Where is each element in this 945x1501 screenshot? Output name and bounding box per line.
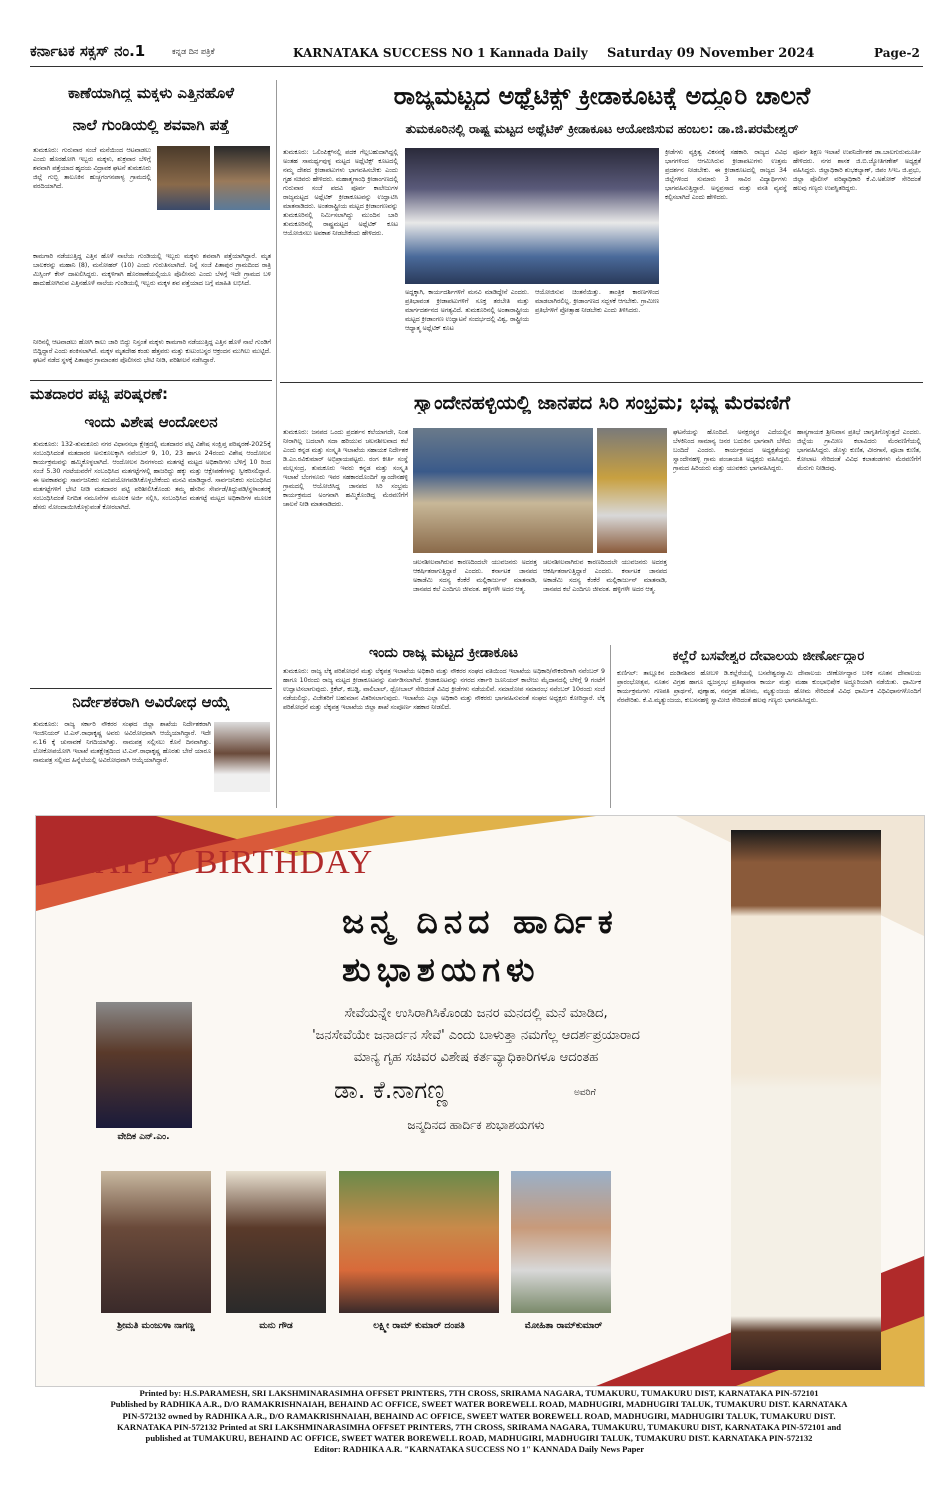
masthead: [30, 38, 923, 67]
headline-missing-2: ನಾಲೆ ಗುಂಡಿಯಲ್ಲಿ ಶವವಾಗಿ ಪತ್ತೆ: [72, 116, 230, 134]
story-missing-body-2: ನೀರಿನಲ್ಲಿ ಆಟವಾಡಲು ಹೋಗಿ ಕಾಲು ಜಾರಿ ಬಿದ್ದು ನಿಸ್ತಂತೆ ಮಕ್ಕಳು ಕಾಮಗಾರಿ ನಡೆಯುತ್ತಿದ್ದ ಎತ್ತಿನ ಹೊಳೆ ನಾಲೆ ಗುಂಡಿಗೆ ಬಿದ್ದಿದ್ದಾರೆ ಎಂದು ಶಂಕಿಸಲಾಗಿದೆ. ಮಕ್ಕಳ ಮೃತದೇಹ ಕಂಡು ಹೆತ್ತವರು ಮತ್ತು ಕುಟುಂಬಸ್ಥರ ಆಕ್ರಂದನ ಮುಗಿಲು ಮುಟ್ಟಿದೆ. ಘಟನೆ ನಡೆದ ಸ್ಥಳಕ್ಕೆ ಪಿತಾಪುರ ಗ್ರಾಮಾಂತರ ಪೊಲೀಸರು ಭೇಟಿ ನೀಡಿ, ಪರಿಶೀಲನೆ ನಡೆಸಿದ್ದಾರೆ.: [33, 339, 271, 364]
story-athletics-col3: ಆಯೋಜಿಸುವ ಚಿಂತನೆಯಿತ್ತು. ತಾಂತ್ರಿಕ ಕಾರಣಗಳಿಂದ ಮಾಡಲಾಗಿರಲಿಲ್ಲ. ಕ್ರೀಡಾಂಗಣದ ಸದ್ಬಳಕೆ ಆಗಬೇಕು. ಗ್ರಾಮೀಣ ಪ್ರತಿಭೆಗಳಿಗೆ ಪ್ರೋತ್ಸಾಹ ನೀಡಬೇಕು ಎಂದು ತಿಳಿಸಿದರು.: [535, 289, 659, 314]
imprint-footer: [35, 1388, 923, 1456]
person-photo-lakshmi-ram: [339, 1171, 499, 1313]
person-name-lakshmi-ram: ಲಕ್ಷ್ಮೀ ರಾಮ್ ಕುಮಾರ್ ದಂಪತಿ: [373, 1321, 465, 1331]
ad-message-line3: ಮಾನ್ಯ ಗೃಹ ಸಚಿವರ ವಿಶೇಷ ಕರ್ತವ್ಯಾಧಿಕಾರಿಗಳೂ ಆದಂತಹ: [353, 1050, 599, 1065]
story-temple-body: ಕುಣಿಗಲ್: ತಾಲ್ಲೂಕಿನ ದಂಡಿನಶಿವರ ಹೋಬಳಿ ಡಿ.ಕಲ್ಲೆರೆಯಲ್ಲಿ ಬಸವೇಶ್ವರಸ್ವಾಮಿ ದೇವಾಲಯ ಜೀರ್ಣೋದ್ಧಾರ ಬಳಿಕ ನೂತನ ದೇವಾಲಯ ಪ್ರಾರಂಭೋತ್ಸವ, ನೂತನ ವಿಗ್ರಹ ಹಾಗೂ ಧ್ವಜಸ್ತಂಭ ಪ್ರತಿಷ್ಠಾಪನಾ ಕಾರ್ಯ ಮತ್ತು ಮಹಾ ಕುಂಭಾಭಿಷೇಕ ಅದ್ಧೂರಿಯಾಗಿ ನಡೆಯಿತು. ಧಾರ್ಮಿಕ ಕಾರ್ಯಕ್ರಮಗಳು ಗಣಪತಿ ಪ್ರಾರ್ಥನೆ, ಪುಣ್ಯಾಹ, ನವಗ್ರಹ ಹೋಮ, ಮೃತ್ಯುಂಜಯ ಹೋಮ ಸೇರಿದಂತೆ ವಿವಿಧ ಧಾರ್ಮಿಕ ವಿಧಿವಿಧಾನಗಳೊಂದಿಗೆ ನೆರವೇರಿತು. ಕೆ.ವಿ.ಮೃತ್ಯುಂಜಯ, ಕುಬಸನಹಳ್ಳಿ ಸ್ವಾಮೀಜಿ ಸೇರಿದಂತೆ ಹಲವು ಗಣ್ಯರು ಭಾಗವಹಿಸಿದ್ದರು.: [617, 670, 921, 704]
honoree-photo: [731, 830, 881, 1370]
ad-title-line2: ಶುಭಾಶಯಗಳು: [342, 950, 541, 989]
headline-temple: ಕಲ್ಲೆರೆ ಬಸವೇಶ್ವರ ದೇವಾಲಯ ಜೀರ್ಣೋದ್ಧಾರ: [672, 649, 865, 664]
headline-athletics: ರಾಜ್ಯಮಟ್ಟದ ಅಥ್ಲೆಟಿಕ್ಸ್ ಕ್ರೀಡಾಕೂಟಕ್ಕೆ ಅದ್ದೂರಿ ಚಾಲನೆ: [393, 82, 811, 110]
birthday-advertisement: [35, 815, 925, 1387]
honoree-name: ಡಾ. ಕೆ.ನಾಗಣ್ಣ: [334, 1076, 448, 1104]
person-name-manu: ಮನು ಗೌಡ: [259, 1321, 293, 1331]
athletics-event-photo: [405, 148, 659, 284]
imprint-line-4: KARNATAKA PIN-572132 Printed at SRI LAKSHMINARASIMHA OFFSET PRINTERS, 7TH CROSS, SRIRAMA NAGARA, TUMAKURU, TUMAKURU DIST, KARNATAKA PIN-572101 and: [117, 1421, 841, 1432]
imprint-line-5: published at TUMAKURU, BEHAIND AC OFFICE, SWEET WATER BOREWELL ROAD, MADHUGIRI, MADHUGIRI TALUK, TUMAKURU DIST. KARNATAKA PIN-572132: [145, 1433, 813, 1444]
ad-message-line2: 'ಜನಸೇವೆಯೇ ಜನಾರ್ದನ ಸೇವೆ' ಎಂದು ಬಾಳುತ್ತಾ ನಮಗೆಲ್ಲ ಆದರ್ಶಪ್ರಯಾರಾದ: [312, 1028, 640, 1043]
story-sports-today-body: ತುಮಕೂರು: ರಾಜ್ಯ ಲೆಕ್ಕ ಪರಿಶೋಧನೆ ಮತ್ತು ಲೆಕ್ಕಪತ್ರ ಇಲಾಖೆಯ ಅಧಿಕಾರಿ ಮತ್ತು ನೌಕರರ ಸಂಘದ ವತಿಯಿಂದ ಇಲಾಖೆಯ ಅಧಿಕಾರಿ/ನೌಕರರಿಗಾಗಿ ನವೆಂಬರ್ 9 ಹಾಗೂ 10ರಂದು ರಾಜ್ಯ ಮಟ್ಟದ ಕ್ರೀಡಾಕೂಟವನ್ನು ಏರ್ಪಡಿಸಲಾಗಿದೆ. ಕ್ರೀಡಾಕೂಟವನ್ನು ನಗರದ ಸರ್ಕಾರಿ ಜೂನಿಯರ್ ಕಾಲೇಜು ಮೈದಾನದಲ್ಲಿ ಬೆಳಿಗ್ಗೆ 9 ಗಂಟೆಗೆ ಉದ್ಘಾಟಿಸಲಾಗುವುದು. ಕ್ರಿಕೆಟ್, ಕಬಡ್ಡಿ, ವಾಲಿಬಾಲ್, ಥ್ರೋಬಾಲ್ ಸೇರಿದಂತೆ ವಿವಿಧ ಕ್ರೀಡೆಗಳು ನಡೆಯಲಿವೆ. ಸಮಾರೋಪ ಸಮಾರಂಭ ನವೆಂಬರ್ 10ರಂದು ಸಂಜೆ ನಡೆಯಲಿದ್ದು, ವಿಜೇತರಿಗೆ ಬಹುಮಾನ ವಿತರಿಸಲಾಗುವುದು. ಇಲಾಖೆಯ ಎಲ್ಲಾ ಅಧಿಕಾರಿ ಮತ್ತು ನೌಕರರು ಭಾಗವಹಿಸುವಂತೆ ಸಂಘದ ಅಧ್ಯಕ್ಷರು ಕೋರಿದ್ದಾರೆ. ಲೆಕ್ಕ ಪರಿಶೋಧನೆ ಮತ್ತು ಲೆಕ್ಕಪತ್ರ ಇಲಾಖೆಯ ಜಿಲ್ಲಾ ಶಾಖೆ ಸಂಪೂರ್ಣ ಸಹಕಾರ ನೀಡಲಿದೆ.: [283, 668, 605, 711]
story-voter-body: ತುಮಕೂರು: 132-ತುಮಕೂರು ನಗರ ವಿಧಾನಸಭಾ ಕ್ಷೇತ್ರದಲ್ಲಿ ಮತದಾರರ ಪಟ್ಟಿ ವಿಶೇಷ ಸಂಕ್ಷಿಪ್ತ ಪರಿಷ್ಕರಣೆ-2025ಕ್ಕೆ ಸಂಬಂಧಿಸಿದಂತೆ ಮತದಾರರ ಅನುಕೂಲಕ್ಕಾಗಿ ನವೆಂಬರ್ 9, 10, 23 ಹಾಗೂ 24ರಂದು ವಿಶೇಷ ಆಂದೋಲನ ಕಾರ್ಯಕ್ರಮವನ್ನು ಹಮ್ಮಿಕೊಳ್ಳಲಾಗಿದೆ. ಆಂದೋಲನ ದಿನಗಳಂದು ಮತಗಟ್ಟೆ ಮಟ್ಟದ ಅಧಿಕಾರಿಗಳು ಬೆಳಿಗ್ಗೆ 10 ರಿಂದ ಸಂಜೆ 5.30 ಗಂಟೆಯವರೆಗೆ ಸಂಬಂಧಿಸಿದ ಮತಗಟ್ಟೆಗಳಲ್ಲಿ ಹಾಜರಿದ್ದು ಹಕ್ಕು ಮತ್ತು ಆಕ್ಷೇಪಣೆಗಳನ್ನು ಸ್ವೀಕರಿಸಲಿದ್ದಾರೆ. ಈ ಅವಕಾಶವನ್ನು ಸಾರ್ವಜನಿಕರು ಸದುಪಯೋಗಪಡಿಸಿಕೊಳ್ಳಬೇಕೆಂದು ಮನವಿ ಮಾಡಿದ್ದಾರೆ. ಸಾರ್ವಜನಿಕರು ಸಂಬಂಧಿಸಿದ ಮತಗಟ್ಟೆಗಳಿಗೆ ಭೇಟಿ ನೀಡಿ ಮತದಾರರ ಪಟ್ಟಿ ಪರಿಶೀಲಿಸಿಕೊಂಡು ತಮ್ಮ ಹೆಸರಿನ ಸೇರ್ಪಡೆ/ತಿದ್ದುಪಡಿ/ಸ್ಥಳಾಂತರಕ್ಕೆ ಸಂಬಂಧಿಸಿದಂತೆ ನಿಗದಿತ ನಮೂನೆಗಳ ಮೂಲಕ ಅರ್ಜಿ ಸಲ್ಲಿಸಿ, ಸಂಬಂಧಿಸಿದ ಮತಗಟ್ಟೆ ಮಟ್ಟದ ಅಧಿಕಾರಿಗಳ ಮೂಲಕ ಹೆಸರು ನೋಂದಾಯಿಸಿಕೊಳ್ಳುವಂತೆ ಕೋರಲಾಗಿದೆ.: [33, 441, 271, 511]
subhead-athletics: ತುಮಕೂರಿನಲ್ಲಿ ರಾಷ್ಟ್ರ ಮಟ್ಟದ ಅಥ್ಲೆಟಿಕ್ ಕ್ರೀಡಾಕೂಟ ಆಯೋಜಿಸುವ ಹಂಬಲ: ಡಾ.ಜಿ.ಪರಮೇಶ್ವರ್: [405, 121, 799, 136]
honoree-suffix: ಅವರಿಗೆ: [574, 1088, 596, 1098]
story-janapada-col4: ಹಾಸ್ಯಗಾಯಕ ಶ್ರೀನಿವಾಸ ಪ್ರತಿಭೆ ಜಾಗೃತಿಗೊಳ್ಳುತ್ತದೆ ಎಂದರು. ಜಿಲ್ಲೆಯ ಗ್ರಾಮೀಣ ಕಲಾವಿದರು ಮೆರವಣಿಗೆಯಲ್ಲಿ ಭಾಗವಹಿಸಿದ್ದರು. ಡೊಳ್ಳು ಕುಣಿತ, ವೀರಗಾಸೆ, ಪೂಜಾ ಕುಣಿತ, ಕೋಲಾಟ ಸೇರಿದಂತೆ ವಿವಿಧ ಕಲಾತಂಡಗಳು ಮೆರವಣಿಗೆಗೆ ಮೆರುಗು ನೀಡಿದವು.: [797, 429, 921, 472]
page-number: Page-2: [874, 46, 920, 60]
tagline: ಕನ್ನಡ ದಿನ ಪತ್ರಿಕೆ: [172, 47, 215, 56]
person-photo-manu: [226, 1171, 326, 1313]
child-photo-2: [214, 146, 270, 210]
janapada-group-photo: [413, 428, 593, 553]
happy-birthday-banner: HAPPY BIRTHDAY: [70, 844, 374, 881]
imprint-line-3: PIN-572132 owned by RADHIKA A.R., D/O RAMAKRISHNAIAH, BEHAIND AC OFFICE, SWEET WATER BOREWELL ROAD, MADHUGIRI, MADHUGIRI TALUK, TUMAKURU DIST.: [122, 1410, 836, 1421]
story-janapada-col2b: ಚಲನಶೀಲವಾಗಿರುವ ಕಾರಣದಿಂದಲೇ ಯುವಜನರು ಅದರತ್ತ ಆಕರ್ಷಿತರಾಗುತ್ತಿದ್ದಾರೆ ಎಂದರು. ಕರ್ನಾಟಕ ಜಾನಪದ ಅಕಾಡೆಮಿ ಸದಸ್ಯ ಕೆಂಕೆರೆ ಮಲ್ಲಿಕಾರ್ಜುನ್ ಮಾತನಾಡಿ, ಜಾನಪದ ಕಲೆ ಎಂದಿಗೂ ಜೀವಂತ. ಹಳ್ಳಿಗಳೇ ಅದರ ಆತ್ಮ.: [543, 559, 667, 593]
story-appointment-body: ತುಮಕೂರು: ರಾಜ್ಯ ಸರ್ಕಾರಿ ನೌಕರರ ಸಂಘದ ಜಿಲ್ಲಾ ಶಾಖೆಯ ನಿರ್ದೇಶಕರಾಗಿ ಇಂಜಿನಿಯರ್ ಟಿ.ಎಸ್.ರಾಧಾಕೃಷ್ಣ ಅವರು ಅವಿರೋಧವಾಗಿ ಆಯ್ಕೆಯಾಗಿದ್ದಾರೆ. ಇದೇ ನ.16 ಕ್ಕೆ ಚುನಾವಣೆ ನಿಗದಿಯಾಗಿತ್ತು. ನಾಮಪತ್ರ ಸಲ್ಲಿಸಲು ಕೊನೆ ದಿನವಾಗಿತ್ತು. ಲೋಕೋಪಯೋಗಿ ಇಲಾಖೆ ಮತಕ್ಷೇತ್ರದಿಂದ ಟಿ.ಎಸ್.ರಾಧಾಕೃಷ್ಣ ಹೊರತು ಬೇರೆ ಯಾರೂ ನಾಮಪತ್ರ ಸಲ್ಲಿಸದ ಹಿನ್ನೆಲೆಯಲ್ಲಿ ಅವಿರೋಧವಾಗಿ ಆಯ್ಕೆಯಾಗಿದ್ದಾರೆ.: [33, 721, 211, 764]
story-athletics-col5: ಪೂರ್ವ ಶಿಕ್ಷಣ ಇಲಾಖೆ ಉಪನಿರ್ದೇಶಕ ಡಾ.ಬಾಲಗುರುಮೂರ್ತಿ ಹೇಳಿದರು. ನಗರ ಶಾಸಕ ಜಿ.ಬಿ.ಜ್ಯೋತಿಗಣೇಶ್ ಅಧ್ಯಕ್ಷತೆ ವಹಿಸಿದ್ದರು. ಜಿಲ್ಲಾಧಿಕಾರಿ ಶುಭಕಲ್ಯಾಣ್, ಜಿಪಂ ಸಿಇಒ ಜಿ.ಪ್ರಭು, ಜಿಲ್ಲಾ ಪೊಲೀಸ್ ವರಿಷ್ಠಾಧಿಕಾರಿ ಕೆ.ವಿ.ಅಶೋಕ್ ಸೇರಿದಂತೆ ಹಲವು ಗಣ್ಯರು ಉಪಸ್ಥಿತರಿದ್ದರು.: [793, 149, 921, 192]
story-athletics-col1: ತುಮಕೂರು: ಒಲಿಂಪಿಕ್ಸ್‌ನಲ್ಲಿ ಪದಕ ಗೆಲ್ಲಬಹುದಾಗಿದ್ದಲ್ಲಿ ಅಂತಹ ಸಾಮರ್ಥ್ಯವುಳ್ಳ ಮಟ್ಟದ ಅಥ್ಲೆಟಿಕ್ಸ್ ಕೂಟದಲ್ಲಿ ನಮ್ಮ ದೇಶದ ಕ್ರೀಡಾಪಟುಗಳು ಭಾಗವಹಿಸಬೇಕು ಎಂದು ಗೃಹ ಸಚಿವರು ಹೇಳಿದರು. ಮಹಾತ್ಮಗಾಂಧಿ ಕ್ರೀಡಾಂಗಣದಲ್ಲಿ ಗುರುವಾರ ಸಂಜೆ ಪದವಿ ಪೂರ್ವ ಕಾಲೇಜುಗಳ ರಾಜ್ಯಮಟ್ಟದ ಅಥ್ಲೆಟಿಕ್ ಕ್ರೀಡಾಕೂಟವನ್ನು ಉದ್ಘಾಟಿಸಿ ಮಾತನಾಡಿದರು. ಅಂತರಾಷ್ಟ್ರೀಯ ಮಟ್ಟದ ಕ್ರೀಡಾಂಗಣವನ್ನು ತುಮಕೂರಿನಲ್ಲಿ ನಿರ್ಮಿಸಲಾಗಿದ್ದು ಮುಂದಿನ ಬಾರಿ ತುಮಕೂರಿನಲ್ಲಿ ರಾಷ್ಟ್ರಮಟ್ಟದ ಅಥ್ಲೆಟಿಕ್ ಕೂಟ ಆಯೋಜಿಸಲು ಅವಕಾಶ ನೀಡಬೇಕೆಂದು ಹೇಳಿದರು.: [283, 149, 398, 237]
headline-janapada: ಸ್ವಾಂದೇನಹಳ್ಳಿಯಲ್ಲಿ ಜಾನಪದ ಸಿರಿ ಸಂಭ್ರಮ; ಭವ್ಯ ಮೆರವಣಿಗೆ: [413, 392, 791, 414]
child-photo-1: [157, 146, 210, 210]
imprint-line-1: Printed by: H.S.PARAMESH, SRI LAKSHMINARASIMHA OFFSET PRINTERS, 7TH CROSS, SRIRAMA NAGARA, TUMAKURU, TUMAKURU DIST, KARNATAKA PIN-572101: [139, 1388, 819, 1398]
person-photo-mohitha: [511, 1171, 611, 1313]
person-name-mohitha: ಮೋಹಿತಾ ರಾಮ್‌ಕುಮಾರ್: [524, 1321, 603, 1331]
story-janapada-col1: ತುಮಕೂರು: ಜನಪದ ಒಂದು ಪ್ರದರ್ಶನ ಕಲೆಯಾಗದೇ, ನಿಂತ ನೀರಾಗಿಲ್ಲ ಬದಲಾಗಿ ಸದಾ ಹರಿಯುವ ಚಲನಶೀಲವಾದ ಕಲೆ ಎಂದು ಕನ್ನಡ ಮತ್ತು ಸಂಸ್ಕೃತಿ ಇಲಾಖೆಯ ಸಹಾಯಕ ನಿರ್ದೇಶಕ ಡಿ.ಎಂ.ರವಿಕುಮಾರ್ ಅಭಿಪ್ರಾಯಪಟ್ಟರು. ರಂಗ ಕೀರ್ತಿ ಸಂಸ್ಥೆ ಮಲ್ಲಸಂದ್ರ, ತುಮಕೂರು ಇವರು ಕನ್ನಡ ಮತ್ತು ಸಂಸ್ಕೃತಿ ಇಲಾಖೆ ಬೆಂಗಳೂರು ಇವರ ಸಹಕಾರದೊಂದಿಗೆ ಸ್ವಾಂದೇನಹಳ್ಳಿ ಗ್ರಾಮದಲ್ಲಿ ಆಯೋಜಿಸಿದ್ದ ಜಾನಪದ ಸಿರಿ ಸಂಭ್ರಮ ಕಾರ್ಯಕ್ರಮದ ಅಂಗವಾಗಿ ಹಮ್ಮಿಕೊಂಡಿದ್ದ ಮೆರವಣಿಗೆಗೆ ಚಾಲನೆ ನೀಡಿ ಮಾತನಾಡಿದರು.: [283, 429, 408, 508]
headline-appointment: ನಿರ್ದೇಶಕರಾಗಿ ಅವಿರೋಧ ಆಯ್ಕೆ: [72, 693, 230, 711]
person-photo-vedika: [96, 1002, 192, 1128]
ad-message-line4: ಜನ್ಮದಿನದ ಹಾರ್ದಿಕ ಶುಭಾಶಯಗಳು: [407, 1118, 545, 1132]
story-janapada-col2: ಚಲನಶೀಲವಾಗಿರುವ ಕಾರಣದಿಂದಲೇ ಯುವಜನರು ಅದರತ್ತ ಆಕರ್ಷಿತರಾಗುತ್ತಿದ್ದಾರೆ ಎಂದರು. ಕರ್ನಾಟಕ ಜಾನಪದ ಅಕಾಡೆಮಿ ಸದಸ್ಯ ಕೆಂಕೆರೆ ಮಲ್ಲಿಕಾರ್ಜುನ್ ಮಾತನಾಡಿ, ಜಾನಪದ ಕಲೆ ಎಂದಿಗೂ ಜೀವಂತ. ಹಳ್ಳಿಗಳೇ ಅದರ ಆತ್ಮ.: [413, 559, 537, 593]
story-athletics-col2: ಅದ್ದಕ್ಕಾಗಿ, ಕಾರ್ಯದರ್ಶಿಗಳಿಗೆ ಮನವಿ ಮಾಡಿದ್ದೇನೆ ಎಂದರು. ಪ್ರತಿಭಾವಂತ ಕ್ರೀಡಾಪಟುಗಳಿಗೆ ಸೂಕ್ತ ತರಬೇತಿ ಮತ್ತು ಮಾರ್ಗದರ್ಶನದ ಅಗತ್ಯವಿದೆ. ತುಮಕೂರಿನಲ್ಲಿ ಅಂತಾರಾಷ್ಟ್ರೀಯ ಮಟ್ಟದ ಕ್ರೀಡಾಂಗಣ ಉದ್ಘಾಟನೆ ಸಂದರ್ಭದಲ್ಲಿ ವಿಶ್ವ, ರಾಷ್ಟ್ರೀಯ ಆಧ್ಯಾತ್ಮ ಅಥ್ಲೆಟಿಕ್ ಕೂಟ: [405, 289, 529, 332]
person-photo-manjula: [101, 1171, 211, 1313]
imprint-line-2: Published by RADHIKA A.R., D/O RAMAKRISHNAIAH, BEHAIND AC OFFICE, SWEET WATER BOREWELL ROAD, MADHUGIRI, MADHUGIRI TALUK, TUMAKURU DIST. KARNATAKA: [110, 1399, 848, 1410]
story-missing-body: ಕಾಮಗಾರಿ ನಡೆಯುತ್ತಿದ್ದ ಎತ್ತಿನ ಹೊಳೆ ನಾಲೆಯ ಗುಂಡಿಯಲ್ಲಿ ಇಬ್ಬರು ಮಕ್ಕಳು ಶವವಾಗಿ ಪತ್ತೆಯಾಗಿದ್ದಾರೆ. ಮೃತ ಬಾಲಕರನ್ನು ಮಹಾನಿ (8), ಮನೋಹರ್ (10) ಎಂದು ಗುರುತಿಸಲಾಗಿದೆ. ನಿನ್ನೆ ಸಂಜೆ ಪಿತಾಪುರ ಗ್ರಾಮದಿಂದ ರಾತ್ರಿ ಮಿಸ್ಸಿಂಗ್ ಕೇಸ್ ದಾಖಲಿಸಿದ್ದರು. ಮಕ್ಕಳಿಗಾಗಿ ಹೊರಠಾಣೆಯಲ್ಲಿಯೂ ಪೊಲೀಸರು ಎಂದು ಬೆಳಗ್ಗೆ ಇದೇ ಗ್ರಾಮದ ಬಳಿ ಹಾದುಹೋಗಿರುವ ಎತ್ತಿನಹೊಳೆ ನಾಲೆಯ ಗುಂಡಿಯಲ್ಲಿ ಇಬ್ಬರು ಮಕ್ಕಳ ಶವ ಪತ್ತೆಯಾದ ಬಗ್ಗೆ ಮಾಹಿತಿ ಲಭಿಸಿದೆ.: [33, 253, 271, 287]
headline-voter-1: ಮತದಾರರ ಪಟ್ಟಿ ಪರಿಷ್ಕರಣೆ:: [30, 385, 169, 403]
newspaper-logo: ಕರ್ನಾಟಕ ಸಕ್ಸಸ್ ನಂ.1: [30, 42, 146, 60]
ad-title-line1: ಜನ್ಮ ದಿನದ ಹಾರ್ದಿಕ: [342, 902, 619, 941]
headline-missing-1: ಕಾಣೆಯಾಗಿದ್ದ ಮಕ್ಕಳು ಎತ್ತಿನಹೊಳೆ: [68, 84, 234, 102]
newspaper-title: KARNATAKA SUCCESS NO 1 Kannada Daily: [293, 46, 588, 60]
issue-date: Saturday 09 November 2024: [607, 46, 815, 61]
story-missing-intro: ತುಮಕೂರು: ಗುರುವಾರ ಸಂಜೆ ಮನೆಯಿಂದ ಆಟವಾಡಲು ಎಂದು ಹೊರಹೋಗಿ ಇಬ್ಬರು ಮಕ್ಕಳು, ಶುಕ್ರವಾರ ಬೆಳಿಗ್ಗೆ ಶವವಾಗಿ ಪತ್ತೆಯಾದ ಹೃದಯ ವಿದ್ರಾವಕ ಘಟನೆ ತುಮಕೂರು ಜಿಲ್ಲೆ ಗುಬ್ಬಿ ತಾಲೂಕಿನ ಹುಚ್ಚಗಂಗನಪಾಳ್ಯ ಗ್ರಾಮದಲ್ಲಿ ವರದಿಯಾಗಿದೆ.: [33, 147, 151, 190]
ad-message-line1: ಸೇವೆಯನ್ನೇ ಉಸಿರಾಗಿಸಿಕೊಂಡು ಜನರ ಮನದಲ್ಲಿ ಮನೆ ಮಾಡಿದ,: [344, 1006, 608, 1021]
folk-artist-photo: [597, 428, 667, 553]
story-janapada-col3: ಘಟನೆಯನ್ನು ಹೊಂದಿದೆ. ಅನಕ್ಷರಸ್ಥರ ಎದೆಯಲ್ಲಿನ ಬೆಳಕಿನಿಂದ ಸಾಮಾನ್ಯ ಜನರ ಬದುಕಿನ ಭಾಗವಾಗಿ ಬೆಳೆದು ಬಂದಿದೆ ಎಂದರು. ಕಾರ್ಯಕ್ರಮದ ಅಧ್ಯಕ್ಷತೆಯನ್ನು ಸ್ವಾಂದೇನಹಳ್ಳಿ ಗ್ರಾಮ ಪಂಚಾಯತಿ ಅಧ್ಯಕ್ಷರು ವಹಿಸಿದ್ದರು. ಗ್ರಾಮದ ಹಿರಿಯರು ಮತ್ತು ಯುವಕರು ಭಾಗವಹಿಸಿದ್ದರು.: [673, 429, 791, 472]
headline-sports-today: ಇಂದು ರಾಜ್ಯ ಮಟ್ಟದ ಕ್ರೀಡಾಕೂಟ: [368, 645, 519, 661]
person-name-vedika: ವೇದಿಕ ಎನ್.ಎಂ.: [117, 1132, 170, 1142]
headline-voter-2: ಇಂದು ವಿಶೇಷ ಆಂದೋಲನ: [84, 413, 218, 431]
appointee-photo: [214, 722, 270, 792]
imprint-line-6: Editor: RADHIKA A.R. "KARNATAKA SUCCESS NO 1" KANNADA Daily News Paper: [313, 1444, 645, 1455]
story-athletics-col4: ಕ್ರೀಡೆಗಳು ವ್ಯಕ್ತಿತ್ವ ವಿಕಸನಕ್ಕೆ ಸಹಕಾರಿ. ರಾಜ್ಯದ ವಿವಿಧ ಭಾಗಗಳಿಂದ ಆಗಮಿಸಿರುವ ಕ್ರೀಡಾಪಟುಗಳು ಉತ್ತಮ ಪ್ರದರ್ಶನ ನೀಡಬೇಕು. ಈ ಕ್ರೀಡಾಕೂಟದಲ್ಲಿ ರಾಜ್ಯದ 34 ಜಿಲ್ಲೆಗಳಿಂದ ಸುಮಾರು 3 ಸಾವಿರ ವಿದ್ಯಾರ್ಥಿಗಳು ಭಾಗವಹಿಸುತ್ತಿದ್ದಾರೆ. ಅನ್ನಪ್ರಸಾದ ಮತ್ತು ವಸತಿ ವ್ಯವಸ್ಥೆ ಕಲ್ಪಿಸಲಾಗಿದೆ ಎಂದು ಹೇಳಿದರು.: [665, 149, 787, 201]
person-name-manjula: ಶ್ರೀಮತಿ ಮಂಜುಳಾ ನಾಗಣ್ಣ: [117, 1321, 195, 1331]
